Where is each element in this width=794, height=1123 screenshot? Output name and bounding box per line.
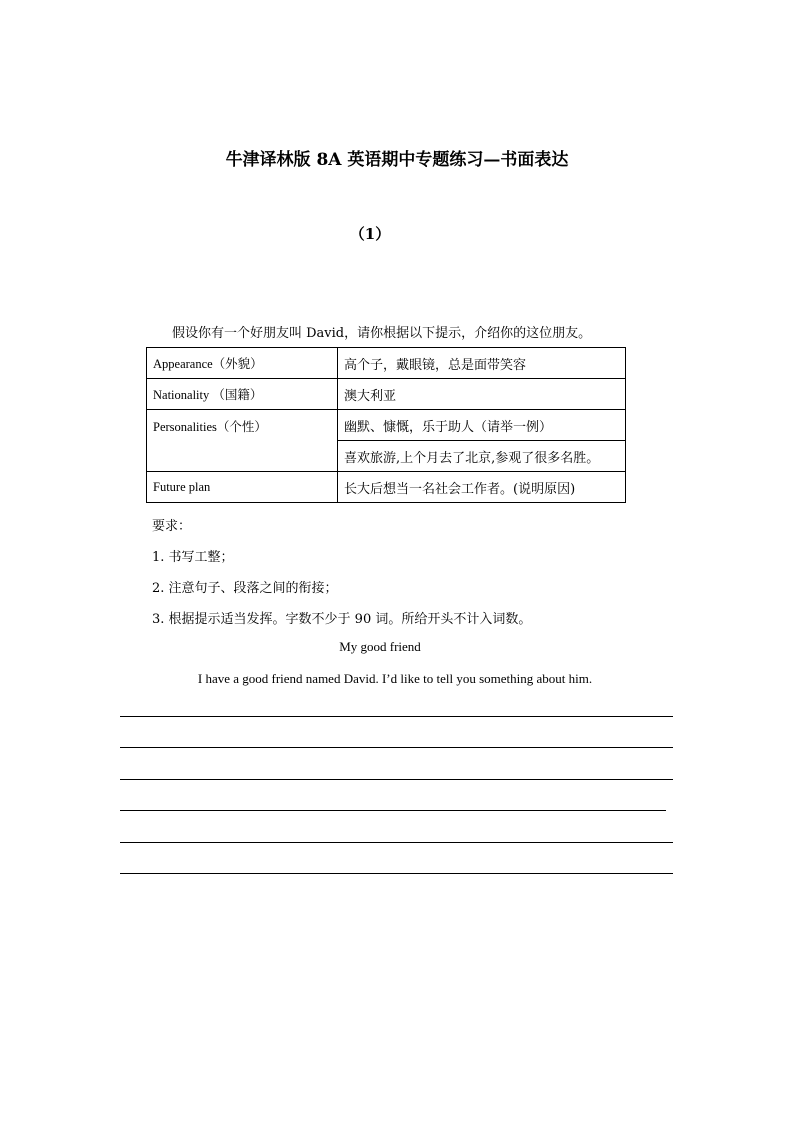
requirement-item-3: 3. 根据提示适当发挥。字数不少于 90 词。所给开头不计入词数。 [152,612,532,627]
essay-opening: I have a good friend named David. I’d like to tell you something about him. [197,671,593,686]
section-number: （1） [349,225,391,243]
writing-prompt: 假设你有一个好朋友叫 David，请你根据以下提示，介绍你的这位朋友。 [172,326,592,341]
requirement-item-2: 2. 注意句子、段落之间的衔接； [152,581,338,596]
hint-table [146,347,626,503]
table-row [147,348,626,379]
essay-title: My good friend [339,639,421,654]
nationality-label: Nationality （国籍） [147,379,338,410]
appearance-value: 高个子，戴眼镜，总是面带笑容 [338,348,626,379]
answer-line [120,747,673,748]
appearance-label: Appearance（外貌） [147,348,338,379]
personalities-value-2: 喜欢旅游,上个月去了北京,参观了很多名胜。 [338,441,626,472]
table-row [147,410,626,441]
future-plan-label: Future plan [147,472,338,503]
answer-line [120,873,673,874]
nationality-value: 澳大利亚 [338,379,626,410]
page-title: 牛津译林版 8A 英语期中专题练习—书面表达 [225,150,569,170]
answer-line [120,779,673,780]
requirements-heading: 要求： [152,519,192,534]
table-row [147,379,626,410]
future-plan-value: 长大后想当一名社会工作者。(说明原因) [338,472,626,503]
answer-line [120,842,673,843]
answer-line [120,810,666,811]
table-row [147,472,626,503]
personalities-value-1: 幽默、慷慨，乐于助人（请举一例） [338,410,626,441]
requirement-item-1: 1. 书写工整； [152,550,234,565]
personalities-label: Personalities（个性） [147,410,338,472]
answer-line [120,716,673,717]
